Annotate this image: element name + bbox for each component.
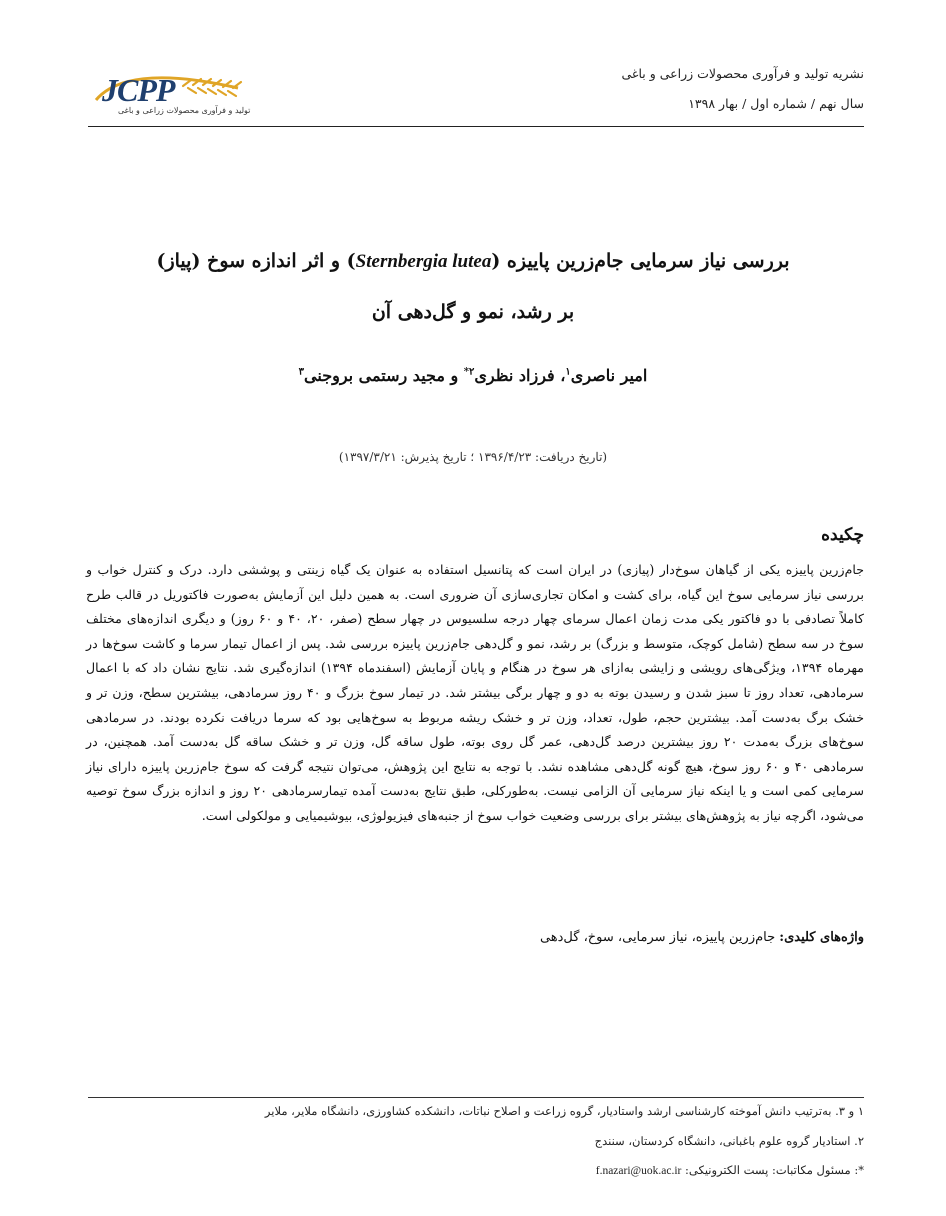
corresponding-email[interactable]: f.nazari@uok.ac.ir xyxy=(595,1165,682,1177)
author-1-affiliation: ۱ xyxy=(565,366,571,378)
corresponding-label: *: مسئول مکاتبات: پست الکترونیکی: xyxy=(681,1163,864,1177)
author-3: مجید رستمی بروجنی xyxy=(304,366,445,385)
author-2-affiliation: ۲* xyxy=(463,366,475,378)
footnote-affiliation-1-3: ۱ و ۳. به‌ترتیب دانش آموخته کارشناسی ارشد واستادیار، گروه زراعت و اصلاح نباتات، دانشکده کشاورزی، دانشگاه ملایر، ملایر xyxy=(264,1104,864,1118)
abstract-heading: چکیده xyxy=(821,525,864,545)
author-1: امیر ناصری xyxy=(570,366,648,385)
footnote-corresponding-author xyxy=(88,1163,864,1177)
keywords-text: جام‌زرین پاییزه، نیاز سرمایی، سوخ، گل‌دهی xyxy=(539,930,780,945)
journal-logo xyxy=(88,70,263,126)
author-2: فرزاد نظری xyxy=(474,366,555,385)
abstract-body: جام‌زرین پاییزه یکی از گیاهان سوخ‌دار (پیازی) در ایران است که پتانسیل استفاده به عنوان یک گیاه زینتی و پوششی دارد. درک و کنترل خواب و بررسی نیاز سرمایی سوخ این گیاه، برای کشت و امکان تجاری‌سازی آن ضروری است. به همین دلیل این آزمایش به‌صورت فاکتوریل در قالب طرح کاملاً تصادفی با دو فاکتور یکی مدت زمان اعمال سرمای چهار درجه سلسیوس در چهار سطح (صفر، ۲۰، ۴۰ و ۶۰ روز) و دیگری اندازه‌های مختلف سوخ در سه سطح (شامل کوچک، متوسط و بزرگ) بر رشد، نمو و گل‌دهی جام‌زرین پاییزه بررسی شد. پس از اعمال تیمار سرما و کاشت سوخ‌ها در مهرماه ۱۳۹۴، ویژگی‌های رویشی و زایشی به‌ازای هر سوخ در هنگام و پایان آزمایش (اسفندماه ۱۳۹۴) اندازه‌گیری شد. نتایج نشان داد که با اعمال سرمادهی، تعداد روز تا سبز شدن و رسیدن بوته به دو و چهار برگی بیشتر شد. در تیمار سوخ بزرگ و ۴۰ روز سرمادهی، بیشترین سطح، وزن تر و خشک برگ به‌دست آمد. بیشترین حجم، طول، تعداد، وزن تر و خشک ریشه مربوط به سوخ‌هایی بود که سرما دریافت نکرده بودند. در سرمادهی سوخ‌های بزرگ به‌مدت ۲۰ روز بیشترین درصد گل‌دهی، عمر گل روی بوته، طول ساقه گل، وزن تر و خشک ساقه گل به‌دست آمد. همچنین، در سرمادهی ۴۰ و ۶۰ روز سوخ، هیچ گونه گل‌دهی مشاهده نشد. با توجه به نتایج این پژوهش، می‌توان نتیجه گرفت که سوخ جام‌زرین پاییزه دارای نیاز سرمایی کمی است و یا اینکه نیاز سرمایی آن الزامی نیست. به‌طورکلی، طبق نتایج به‌دست آمده تیمارسرمادهی ۲۰ روز و اندازه بزرگ سوخ توصیه می‌شود، اگرچه نیاز به پژوهش‌های بیشتر برای بررسی وضعیت خواب سوخ از جنبه‌های فیزیولوژی، بیوشیمیایی و مولکولی است. xyxy=(86,562,865,823)
title-line-1 xyxy=(100,236,846,287)
author-3-affiliation: ۳ xyxy=(298,366,305,378)
keywords-label: واژه‌های کلیدی: xyxy=(779,930,864,945)
journal-issue: سال نهم / شماره اول / بهار ۱۳۹۸ xyxy=(688,96,864,111)
received-accepted-dates: (تاریخ دریافت: ۱۳۹۶/۴/۲۳ ؛ تاریخ پذیرش: ۱۳۹۷/۳/۲۱) xyxy=(338,450,608,464)
author-separator-2: و xyxy=(444,366,464,385)
title-line-2: بر رشد، نمو و گل‌دهی آن xyxy=(371,301,575,323)
journal-header xyxy=(88,60,864,127)
paper-title xyxy=(100,236,846,337)
journal-name: نشریه تولید و فرآوری محصولات زراعی و باغی xyxy=(621,66,864,81)
logo-text: JCPP xyxy=(102,72,175,108)
footnote-divider xyxy=(88,1097,864,1098)
title-line1-before: بررسی نیاز سرمایی جام‌زرین پاییزه ( xyxy=(491,250,790,272)
title-line1-after: ) و اثر اندازه سوخ (پیاز) xyxy=(156,250,356,272)
keywords xyxy=(86,930,864,945)
authors xyxy=(100,366,846,385)
logo-subtitle: تولید و فرآوری محصولات زراعی و باغی xyxy=(118,106,251,115)
title-latin-name: Sternbergia lutea xyxy=(355,251,492,272)
author-separator-1: ، xyxy=(554,366,566,385)
footnote-affiliation-2: ۲. استادیار گروه علوم باغبانی، دانشگاه کردستان، سنندج xyxy=(594,1134,864,1148)
